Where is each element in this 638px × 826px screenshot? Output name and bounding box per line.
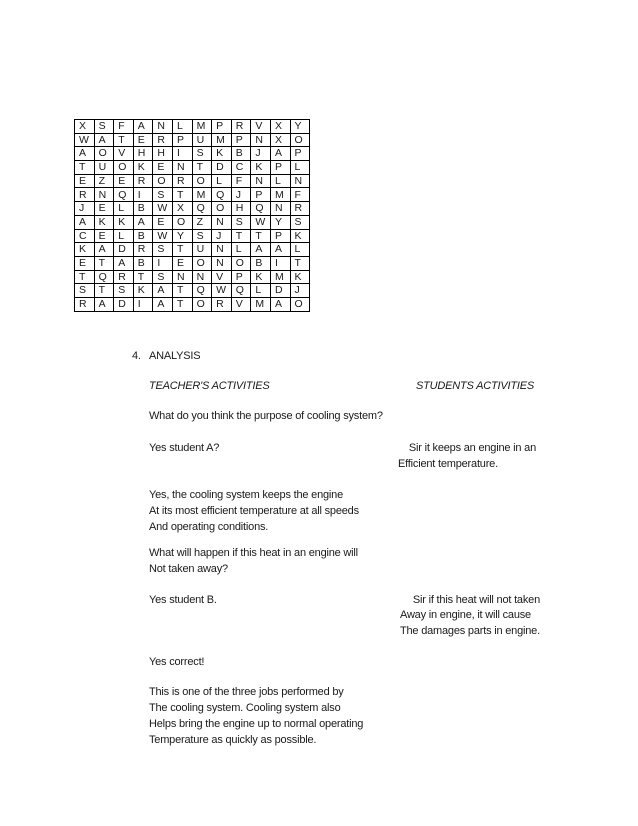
grid-cell: N [192,270,212,284]
grid-cell: A [94,243,114,257]
grid-cell: O [231,256,251,270]
grid-cell: W [251,215,271,229]
teacher-response-line-3: And operating conditions. [149,521,269,533]
grid-cell: A [270,243,290,257]
grid-cell: M [270,270,290,284]
grid-cell: Q [114,188,134,202]
grid-row [75,229,310,243]
grid-cell: N [212,256,232,270]
grid-cell: D [114,243,134,257]
student-b-answer-line-2: Away in engine, it will cause [400,609,531,621]
grid-row [75,174,310,188]
grid-cell: R [231,120,251,134]
student-b-answer-line-3: The damages parts in engine. [400,625,540,637]
grid-cell: O [212,202,232,216]
grid-cell: T [251,229,271,243]
grid-cell: L [290,243,310,257]
grid-row [75,256,310,270]
grid-cell: K [114,215,134,229]
teacher-call-student-b: Yes student B. [149,594,217,606]
grid-cell: M [192,188,212,202]
grid-cell: J [290,284,310,298]
grid-cell: T [75,161,95,175]
grid-cell: E [172,256,192,270]
grid-cell: T [172,243,192,257]
grid-cell: C [75,229,95,243]
grid-cell: R [133,243,153,257]
grid-cell: I [172,147,192,161]
grid-cell: N [251,174,271,188]
grid-cell: E [94,202,114,216]
grid-cell: R [133,174,153,188]
grid-cell: L [212,174,232,188]
grid-cell: L [251,284,271,298]
grid-cell: M [251,297,271,311]
grid-cell: J [231,188,251,202]
grid-cell: W [153,202,173,216]
grid-cell: W [212,284,232,298]
grid-cell: O [192,297,212,311]
word-search-grid [74,119,310,312]
grid-cell: H [153,147,173,161]
grid-cell: A [133,215,153,229]
grid-cell: I [153,256,173,270]
grid-cell: O [192,174,212,188]
grid-cell: P [290,147,310,161]
teacher-question-2-line-2: Not taken away? [149,563,228,575]
grid-cell: I [270,256,290,270]
grid-cell: O [94,147,114,161]
teacher-question-2-line-1: What will happen if this heat in an engine will [149,547,358,559]
grid-cell: B [133,256,153,270]
grid-cell: H [231,202,251,216]
grid-cell: J [251,147,271,161]
grid-cell: B [133,229,153,243]
grid-cell: K [212,147,232,161]
grid-cell: X [270,133,290,147]
grid-row [75,188,310,202]
grid-cell: T [172,284,192,298]
grid-cell: R [75,297,95,311]
grid-cell: T [94,284,114,298]
grid-cell: U [192,243,212,257]
grid-cell: O [172,215,192,229]
grid-cell: W [153,229,173,243]
grid-cell: S [94,120,114,134]
teacher-response-line-1: Yes, the cooling system keeps the engine [149,489,344,501]
grid-cell: J [212,229,232,243]
grid-row [75,215,310,229]
grid-cell: M [212,133,232,147]
grid-cell: S [192,229,212,243]
grid-cell: O [192,256,212,270]
grid-cell: A [75,147,95,161]
grid-cell: E [75,174,95,188]
teacher-call-student-a: Yes student A? [149,442,220,454]
grid-cell: L [172,120,192,134]
grid-cell: X [270,120,290,134]
grid-cell: N [270,202,290,216]
grid-cell: K [133,284,153,298]
grid-cell: T [192,161,212,175]
grid-cell: X [172,202,192,216]
grid-cell: J [75,202,95,216]
grid-cell: Q [192,202,212,216]
teacher-response-line-2: At its most efficient temperature at all speeds [149,505,359,517]
grid-cell: E [133,133,153,147]
grid-cell: P [270,161,290,175]
grid-cell: L [114,202,134,216]
grid-cell: N [212,215,232,229]
section-number: 4. [132,350,141,362]
grid-cell: K [133,161,153,175]
grid-cell: R [153,133,173,147]
grid-cell: V [231,297,251,311]
grid-cell: O [290,133,310,147]
grid-row [75,243,310,257]
grid-cell: A [153,297,173,311]
grid-cell: T [290,256,310,270]
grid-cell: M [270,188,290,202]
grid-cell: T [94,256,114,270]
teacher-activities-header: TEACHER'S ACTIVITIES [149,380,270,392]
grid-cell: T [172,297,192,311]
grid-cell: N [212,243,232,257]
grid-cell: P [251,188,271,202]
grid-cell: A [133,120,153,134]
grid-cell: W [75,133,95,147]
grid-cell: F [114,120,134,134]
grid-cell: Q [192,284,212,298]
grid-cell: A [75,215,95,229]
grid-cell: M [192,120,212,134]
grid-cell: Z [192,215,212,229]
grid-cell: Q [231,284,251,298]
grid-cell: R [172,174,192,188]
grid-cell: A [153,284,173,298]
grid-cell: Y [290,120,310,134]
grid-cell: L [231,243,251,257]
grid-cell: S [114,284,134,298]
teacher-closing-line-4: Temperature as quickly as possible. [149,734,317,746]
grid-cell: N [290,174,310,188]
grid-cell: N [153,120,173,134]
grid-cell: A [270,147,290,161]
grid-cell: E [153,161,173,175]
grid-cell: K [290,229,310,243]
teacher-closing-line-1: This is one of the three jobs performed by [149,686,344,698]
teacher-question-1: What do you think the purpose of cooling system? [149,410,383,422]
grid-cell: N [172,161,192,175]
section-heading: ANALYSIS [149,350,201,362]
teacher-affirmation: Yes correct! [149,656,205,668]
grid-cell: K [75,243,95,257]
grid-row [75,270,310,284]
grid-cell: L [290,161,310,175]
grid-cell: S [153,270,173,284]
teacher-closing-line-2: The cooling system. Cooling system also [149,702,341,714]
student-activities-header: STUDENTS ACTIVITIES [416,380,535,392]
grid-cell: E [114,174,134,188]
grid-cell: R [114,270,134,284]
grid-cell: O [290,297,310,311]
grid-cell: S [153,243,173,257]
grid-row [75,202,310,216]
grid-cell: X [75,120,95,134]
grid-cell: B [251,256,271,270]
grid-row [75,297,310,311]
grid-cell: T [172,188,192,202]
grid-cell: Q [94,270,114,284]
grid-cell: S [192,147,212,161]
grid-cell: A [270,297,290,311]
grid-cell: K [290,270,310,284]
grid-cell: H [133,147,153,161]
grid-cell: A [94,297,114,311]
grid-cell: N [94,188,114,202]
grid-cell: K [251,161,271,175]
grid-cell: U [94,161,114,175]
student-a-answer-line-1: Sir it keeps an engine in an [408,442,536,454]
grid-cell: A [251,243,271,257]
grid-cell: R [290,202,310,216]
grid-cell: Z [94,174,114,188]
grid-cell: Y [270,215,290,229]
grid-cell: P [172,133,192,147]
grid-cell: E [94,229,114,243]
grid-cell: T [231,229,251,243]
grid-cell: K [94,215,114,229]
grid-cell: V [114,147,134,161]
grid-cell: D [212,161,232,175]
grid-cell: D [114,297,134,311]
grid-cell: C [231,161,251,175]
grid-cell: R [75,188,95,202]
grid-cell: I [133,188,153,202]
grid-cell: F [290,188,310,202]
grid-cell: O [114,161,134,175]
grid-cell: D [270,284,290,298]
grid-cell: B [231,147,251,161]
grid-cell: E [75,256,95,270]
grid-cell: S [290,215,310,229]
grid-cell: Y [172,229,192,243]
grid-cell: T [75,270,95,284]
grid-cell: F [231,174,251,188]
grid-row [75,147,310,161]
teacher-closing-line-3: Helps bring the engine up to normal operating [149,718,364,730]
grid-cell: P [212,120,232,134]
grid-row [75,161,310,175]
grid-cell: K [251,270,271,284]
grid-cell: A [94,133,114,147]
grid-cell: V [212,270,232,284]
grid-cell: T [114,133,134,147]
grid-cell: L [114,229,134,243]
grid-cell: V [251,120,271,134]
grid-cell: T [133,270,153,284]
grid-cell: S [153,188,173,202]
grid-cell: B [133,202,153,216]
grid-cell: R [212,297,232,311]
grid-cell: P [270,229,290,243]
grid-cell: Q [212,188,232,202]
grid-row [75,133,310,147]
grid-cell: N [251,133,271,147]
student-b-answer-line-1: Sir if this heat will not taken [412,594,540,606]
student-a-answer-line-2: Efficient temperature. [398,458,498,470]
grid-cell: S [231,215,251,229]
grid-cell: U [192,133,212,147]
grid-row [75,120,310,134]
grid-row [75,284,310,298]
grid-cell: O [153,174,173,188]
grid-cell: A [114,256,134,270]
grid-cell: L [270,174,290,188]
grid-cell: P [231,270,251,284]
grid-cell: P [231,133,251,147]
grid-cell: Q [251,202,271,216]
grid-cell: N [172,270,192,284]
grid-cell: I [133,297,153,311]
grid-cell: E [153,215,173,229]
grid-cell: S [75,284,95,298]
